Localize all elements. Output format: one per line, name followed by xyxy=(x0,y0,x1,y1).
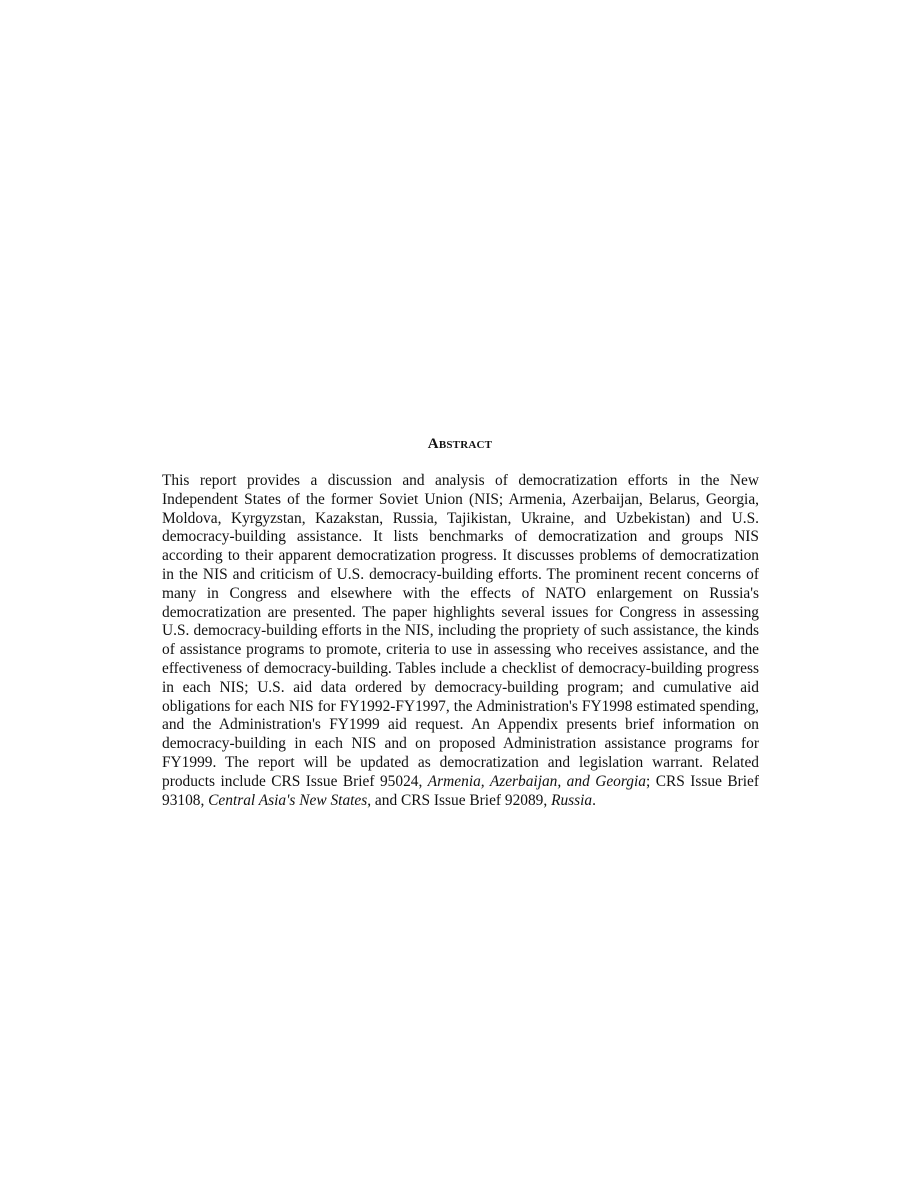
related-title-russia: Russia xyxy=(551,791,593,809)
abstract-separator-1: ; CRS Issue Brief 93108, xyxy=(162,772,759,809)
abstract-end-punctuation: . xyxy=(592,791,596,809)
abstract-paragraph xyxy=(162,472,759,810)
abstract-heading: Abstract xyxy=(427,436,493,452)
abstract-separator-2: , and CRS Issue Brief 92089, xyxy=(367,791,552,809)
abstract-main-text: This report provides a discussion and analysis of democratization efforts in the New Independent States of the former Soviet Union (NIS; Armenia, Azerbaijan, Belarus, Georgia, Moldova, Kyrgyzstan, Kazakstan, Russia, Tajikistan, Ukraine, and Uzbekistan) and U.S. democracy-building assistance. It lists benchmarks of democratization and groups NIS according to their apparent democratization progress. It discusses problems of democratization in the NIS and criticism of U.S. democracy-building efforts. The prominent recent concerns of many in Congress and elsewhere with the effects of NATO enlargement on Russia's democratization are presented. The paper highlights several issues for Congress in assessing U.S. democracy-building efforts in the NIS, including the propriety of such assistance, the kinds of assistance programs to promote, criteria to use in assessing who receives assistance, and the effectiveness of democracy-building. Tables include a checklist of democracy-building progress in each NIS; U.S. aid data ordered by democracy-building program; and cumulative aid obligations for each NIS for FY1992-FY1997, the Administration's FY1998 estimated spending, and the Administration's FY1999 aid request. An Appendix presents brief information on democracy-building in each NIS and on proposed Administration assistance programs for FY1999. The report will be updated as democratization and legislation warrant. Related products include CRS Issue Brief 95024, xyxy=(162,472,759,790)
related-title-central-asia: Central Asia's New States xyxy=(208,791,368,809)
related-title-armenia: Armenia, Azerbaijan, and Georgia xyxy=(427,772,646,790)
